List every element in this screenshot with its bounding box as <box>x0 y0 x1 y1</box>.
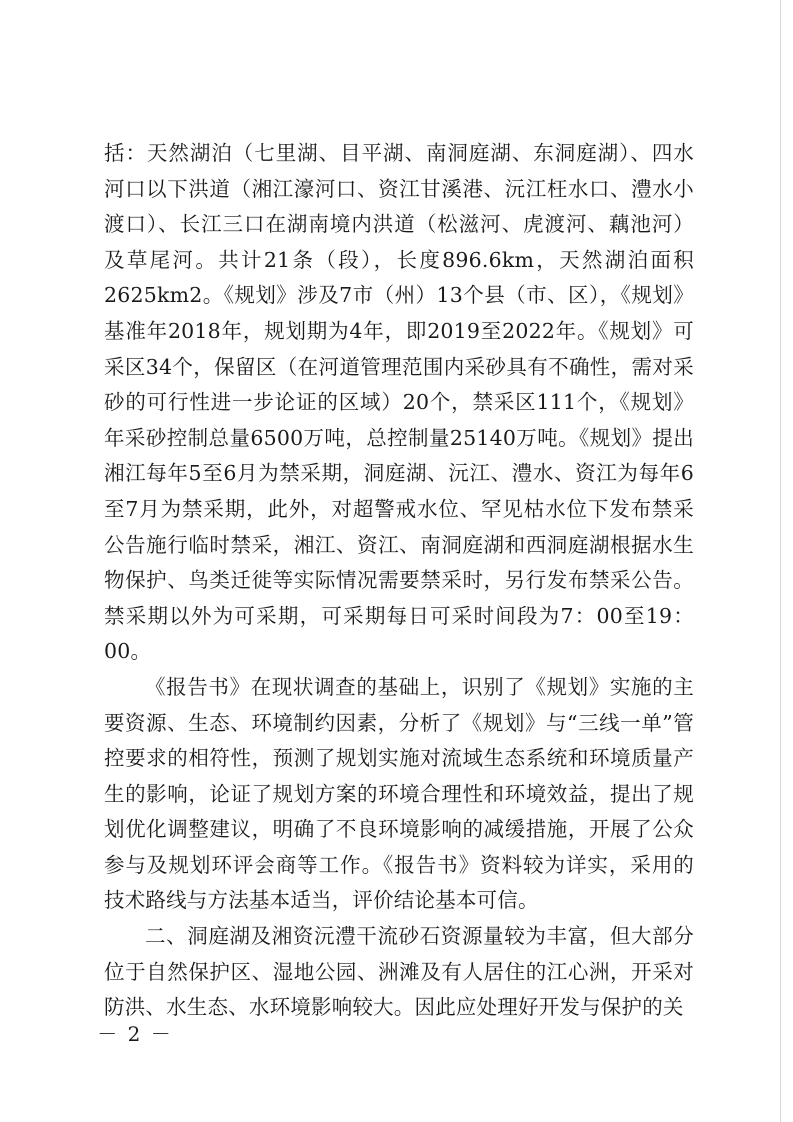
page-edge-line <box>780 0 781 1122</box>
paragraph-continued: 括：天然湖泊（七里湖、目平湖、南洞庭湖、东洞庭湖）、四水河口以下洪道（湘江濠河口、资江甘溪港、沅江枉水口、澧水小渡口）、长江三口在湖南境内洪道（松滋河、虎渡河、藕池河）及草尾河。共计21条（段），长度896.6km，天然湖泊面积2625km2。《规划》涉及7市（州）13个县（市、区），《规划》基准年2018年，规划期为4年，即2019至2022年。《规划》可采区34个，保留区（在河道管理范围内采砂具有不确性，需对采砂的可行性进一步论证的区域）20个，禁采区111个，《规划》年采砂控制总量6500万吨，总控制量25140万吨。《规划》提出湘江每年5至6月为禁采期，洞庭湖、沅江、澧水、资江为每年6至7月为禁采期，此外，对超警戒水位、罕见枯水位下发布禁采公告施行临时禁采，湘江、资江、南洞庭湖和西洞庭湖根据水生物保护、鸟类迁徙等实际情况需要禁采时，另行发布禁采公告。禁采期以外为可采期，可采期每日可采时间段为7：00至19：00。 <box>104 141 694 664</box>
paragraph-report-summary: 《报告书》在现状调查的基础上，识别了《规划》实施的主要资源、生态、环境制约因素，分析了《规划》与“三线一单”管控要求的相符性，预测了规划实施对流域生态系统和环境质量产生的影响，论证了规划方案的环境合理性和环境效益，提出了规划优化调整建议，明确了不良环境影响的减缓措施，开展了公众参与及规划环评会商等工作。《报告书》资料较为详实，采用的技术路线与方法基本适当，评价结论基本可信。 <box>104 674 694 913</box>
page-number: － 2 － <box>97 1022 173 1046</box>
paragraph-section-two: 二、洞庭湖及湘资沅澧干流砂石资源量较为丰富，但大部分位于自然保护区、湿地公园、洲滩及有人居住的江心洲，开采对防洪、水生态、水环境影响较大。因此应处理好开发与保护的关 <box>104 924 694 1020</box>
document-body <box>104 136 694 1026</box>
